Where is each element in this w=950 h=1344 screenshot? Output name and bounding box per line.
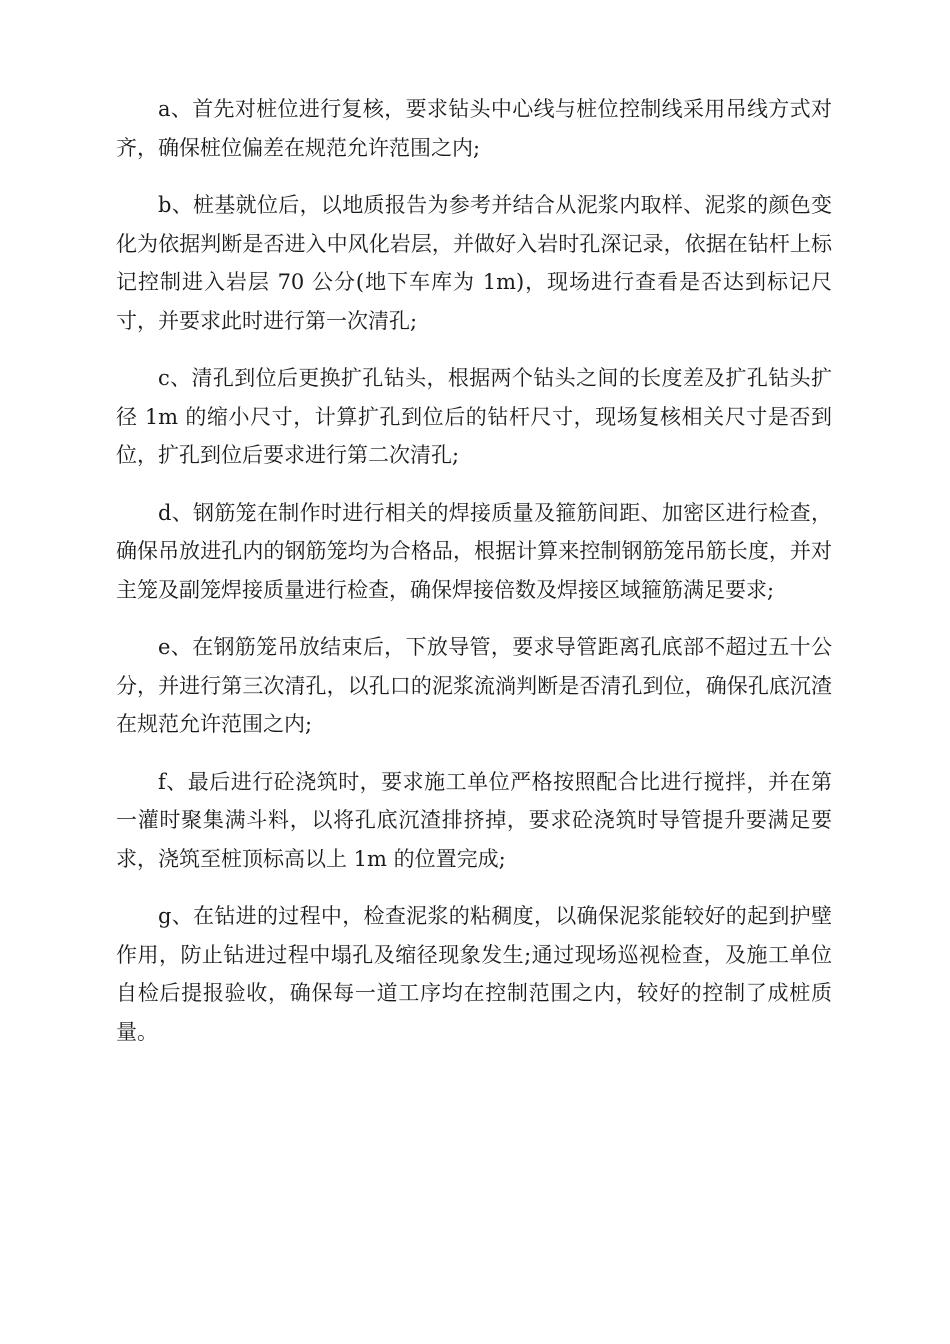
paragraph-a: a、首先对桩位进行复核，要求钻头中心线与桩位控制线采用吊线方式对齐，确保桩位偏差在规范允许范围之内; <box>116 97 832 160</box>
paragraph-d: d、钢筋笼在制作时进行相关的焊接质量及箍筋间距、加密区进行检查，确保吊放进孔内的钢筋笼均为合格品，根据计算来控制钢筋笼吊筋长度，并对主笼及副笼焊接质量进行检查，确保焊接倍数及焊接区域箍筋满足要求; <box>116 500 832 602</box>
paragraph-b: b、桩基就位后，以地质报告为参考并结合从泥浆内取样、泥浆的颜色变化为依据判断是否进入中风化岩层，并做好入岩时孔深记录，依据在钻杆上标记控制进入岩层 70 公分(地下车库为 1m)，现场进行查看是否达到标记尺寸，并要求此时进行第一次清孔; <box>116 193 832 333</box>
paragraph-f: f、最后进行砼浇筑时，要求施工单位严格按照配合比进行搅拌，并在第一灌时聚集满斗料，以将孔底沉渣排挤掉，要求砼浇筑时导管提升要满足要求，浇筑至桩顶标高以上 1m 的位置完成; <box>116 769 832 871</box>
paragraph-c: c、清孔到位后更换扩孔钻头，根据两个钻头之间的长度差及扩孔钻头扩径 1m 的缩小尺寸，计算扩孔到位后的钻杆尺寸，现场复核相关尺寸是否到位，扩孔到位后要求进行第二次清孔; <box>116 366 832 467</box>
paragraph-e: e、在钢筋笼吊放结束后，下放导管，要求导管距离孔底部不超过五十公分，并进行第三次清孔，以孔口的泥浆流淌判断是否清孔到位，确保孔底沉渣在规范允许范围之内; <box>116 635 832 736</box>
document-body <box>116 90 832 1070</box>
paragraph-g: g、在钻进的过程中，检查泥浆的粘稠度，以确保泥浆能较好的起到护壁作用，防止钻进过程中塌孔及缩径现象发生;通过现场巡视检查，及施工单位自检后提报验收，确保每一道工序均在控制范围之内，较好的控制了成桩质量。 <box>116 904 832 1044</box>
